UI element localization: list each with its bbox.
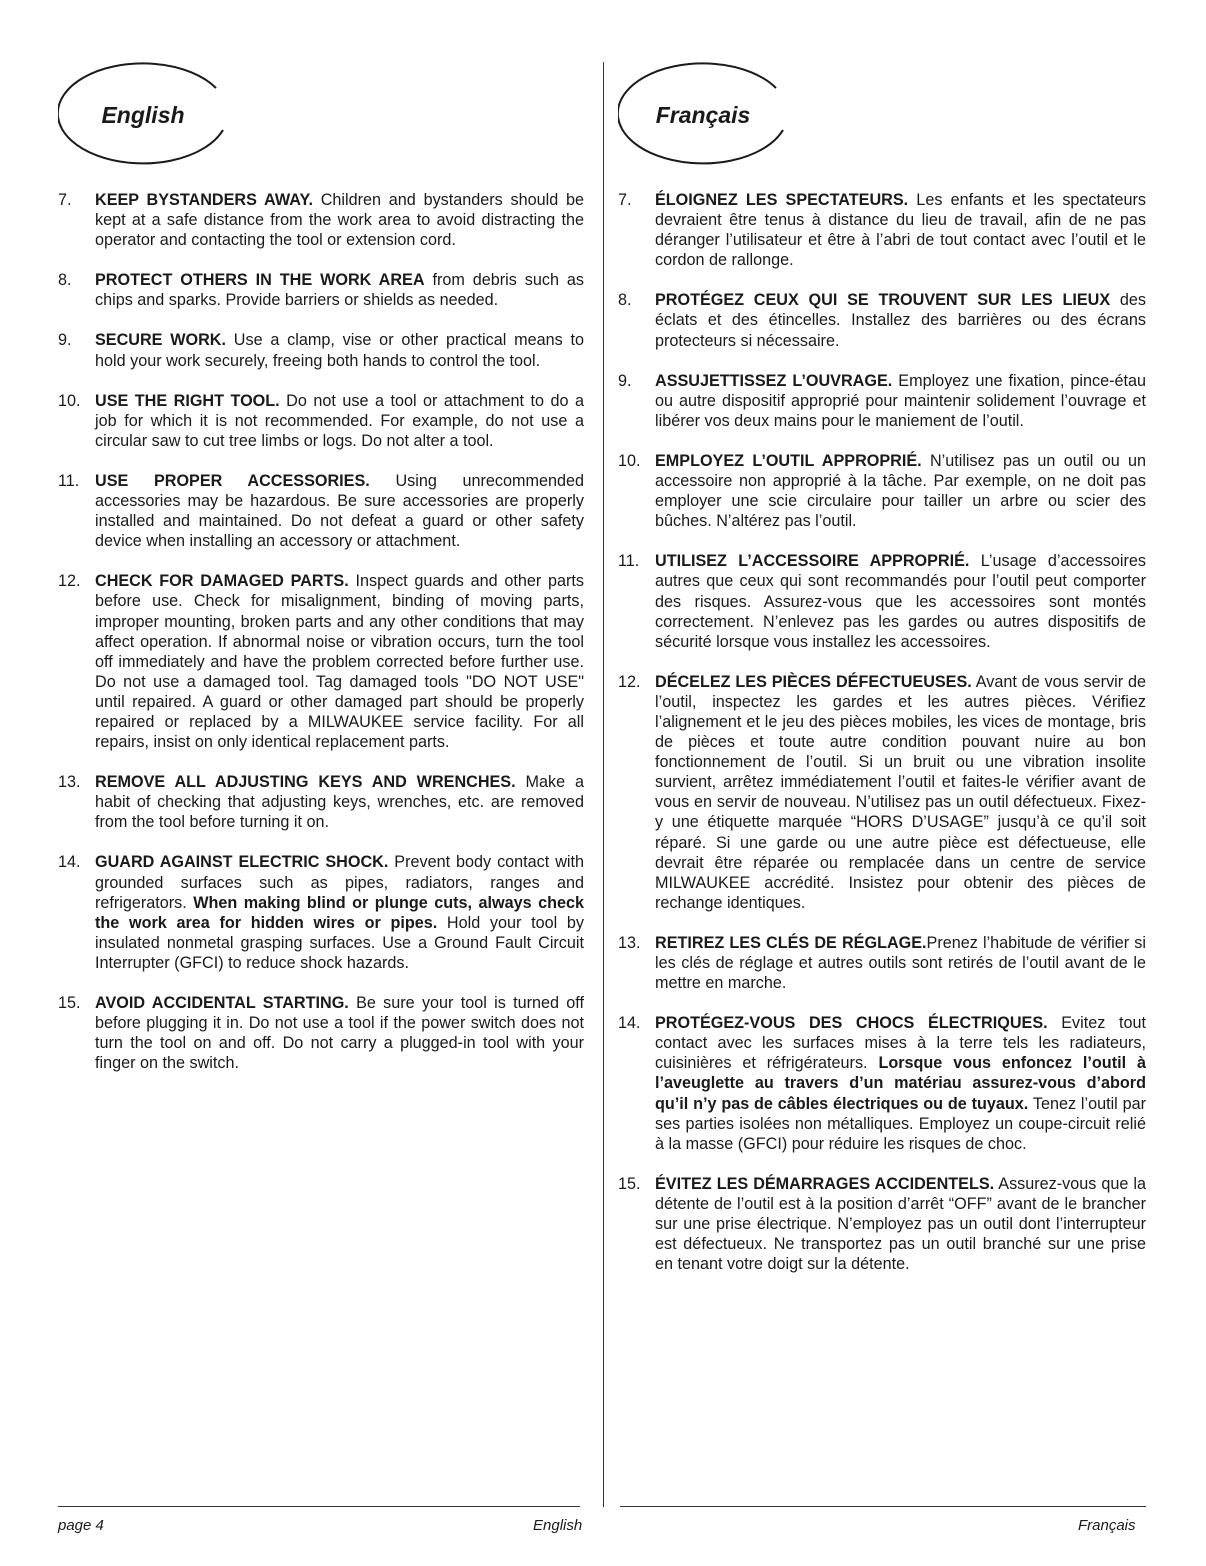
item-body: Evitez tout contact avec les surfaces mises à la terre tels les radiateurs, cuisinières et réfrigérateurs. — [655, 1014, 1146, 1073]
item-emphasis: When making blind or plunge cuts, always check the work area for hidden wires or pipes. — [95, 893, 585, 932]
list-item — [618, 290, 1146, 350]
item-number: 13. — [618, 933, 641, 952]
item-body: Inspect guards and other parts before use. Check for misalignment, binding of moving parts, improper mounting, broken parts and any other conditions that may affect operation. If abnormal noise or vibration occurs, turn the tool off immediately and have the problem corrected before further use. Do not use a damaged tool. Tag damaged tools "DO NOT USE" until repaired. A guard or other damaged part should be properly repaired or replaced by a MILWAUKEE service facility. For all repairs, insist on only identical replacement parts. — [95, 572, 584, 752]
item-body: L’usage d’accessoires autres que ceux qui sont recommandés pour l’outil peut comporter des risques. Assurez-vous que les accessoires sont montés correctement. N’enlevez pas les gardes ou autres dispositifs de sécurité lorsque vous installez les accessoires. — [655, 552, 1146, 651]
list-item — [58, 270, 584, 310]
footer-rule-right — [620, 1506, 1146, 1507]
item-number: 9. — [618, 371, 632, 390]
item-heading: UTILISEZ L’ACCESSOIRE APPROPRIÉ. — [655, 552, 970, 571]
item-number: 15. — [618, 1174, 641, 1193]
list-item — [618, 551, 1146, 651]
item-text — [655, 672, 1146, 913]
list-item — [58, 772, 584, 832]
list-item — [58, 571, 584, 752]
item-heading: PROTÉGEZ-VOUS DES CHOCS ÉLECTRIQUES. — [655, 1014, 1048, 1033]
list-item — [618, 451, 1146, 531]
footer-rule-left — [58, 1506, 580, 1507]
list-item — [618, 672, 1146, 913]
list-item — [618, 371, 1146, 431]
item-number: 14. — [58, 853, 81, 872]
item-body: from debris such as chips and sparks. Provide barriers or shields as needed. — [95, 271, 584, 310]
item-number: 10. — [58, 391, 81, 410]
item-number: 12. — [58, 572, 81, 591]
list-item — [58, 330, 584, 370]
item-body: Prenez l’habitude de vérifier si les clés de réglage et autres outils sont retirés de l’outil avant de le mettre en marche. — [655, 933, 1146, 993]
french-safety-list — [618, 190, 1146, 1274]
item-text — [655, 1013, 1146, 1154]
item-body: Using unrecommended accessories may be hazardous. Be sure accessories are properly installed and maintained. Do not defeat a guard or other safety device when installing an accessory or attachment. — [95, 471, 585, 551]
item-body: Children and bystanders should be kept at a safe distance from the work area to avoid distracting the operator and contacting the tool or extension cord. — [95, 191, 585, 250]
list-item — [58, 471, 584, 551]
item-heading: AVOID ACCIDENTAL STARTING. — [95, 994, 349, 1012]
item-text — [95, 571, 584, 752]
item-text — [95, 270, 584, 310]
item-heading: USE PROPER ACCESSORIES. — [95, 471, 370, 490]
column-divider — [603, 62, 604, 1507]
item-body: Tenez l’outil par ses parties isolées non métalliques. Employez un coupe-circuit relié à la masse (GFCI) pour réduire les risques de choc. — [655, 1094, 1146, 1153]
footer-language-english: English — [533, 1517, 583, 1534]
item-number: 14. — [618, 1014, 641, 1033]
list-item — [618, 190, 1146, 270]
item-body: Do not use a tool or attachment to do a job for which it is not recommended. For example, do not use a circular saw to cut tree limbs or logs. Do not alter a tool. — [95, 391, 585, 450]
list-item — [618, 1013, 1146, 1154]
item-text — [655, 290, 1146, 350]
item-heading: CHECK FOR DAMAGED PARTS. — [95, 572, 349, 591]
item-number: 11. — [58, 471, 80, 490]
language-badge-english — [58, 58, 238, 170]
item-number: 12. — [618, 672, 641, 691]
item-heading: GUARD AGAINST ELECTRIC SHOCK. — [95, 853, 389, 872]
item-body: Hold your tool by insulated nonmetal grasping surfaces. Use a Ground Fault Circuit Interrupter (GFCI) to reduce shock hazards. — [95, 913, 584, 972]
item-text — [95, 471, 584, 551]
item-body: Make a habit of checking that adjusting keys, wrenches, etc. are removed from the tool before turning it on. — [95, 773, 584, 832]
language-badge-french — [618, 58, 798, 170]
item-text — [95, 772, 584, 832]
item-body: des éclats et des étincelles. Installez des barrières ou des écrans protecteurs si nécessaire. — [655, 291, 1146, 350]
item-heading: EMPLOYEZ L’OUTIL APPROPRIÉ. — [655, 451, 922, 470]
item-body: Employez une fixation, pince-étau ou autre dispositif approprié pour maintenir solidement l’ouvrage et libérer vos deux mains pour le maniement de l’outil. — [655, 371, 1146, 430]
item-heading: KEEP BYSTANDERS AWAY. — [95, 191, 313, 209]
item-heading: PROTÉGEZ CEUX QUI SE TROUVENT SUR LES LIEUX — [655, 291, 1111, 310]
list-item — [618, 933, 1146, 993]
item-number: 8. — [618, 291, 632, 310]
item-heading: RETIREZ LES CLÉS DE RÉGLAGE. — [655, 933, 927, 952]
item-emphasis: Lorsque vous enfoncez l’outil à l’aveuglette au travers d’un matériau assurez-vous d’abord qu’il n’y pas de câbles électriques ou de tuyaux. — [655, 1054, 1146, 1113]
item-number: 8. — [58, 271, 72, 290]
item-text — [95, 391, 584, 451]
item-number: 13. — [58, 773, 81, 792]
page-number: page 4 — [58, 1517, 104, 1534]
item-number: 11. — [618, 552, 640, 571]
badge-label: English — [101, 102, 185, 128]
item-body: Assurez-vous que la détente de l’outil est à la position d’arrêt “OFF” avant de le brancher sur une prise électrique. N’employez pas un outil dont l’interrupteur est défectueux. Ne transportez pas un outil branché sur une prise en tenant votre doigt sur la détente. — [655, 1174, 1146, 1274]
item-number: 7. — [58, 191, 72, 209]
item-number: 15. — [58, 994, 81, 1012]
item-heading: ÉLOIGNEZ LES SPECTATEURS. — [655, 191, 909, 209]
item-text — [655, 551, 1146, 651]
french-column — [618, 58, 1146, 1294]
item-heading: PROTECT OTHERS IN THE WORK AREA — [95, 271, 425, 290]
item-text — [655, 371, 1146, 431]
item-text — [655, 190, 1146, 270]
item-text — [95, 993, 584, 1073]
item-body: Use a clamp, vise or other practical means to hold your work securely, freeing both hands to control the tool. — [95, 331, 584, 370]
item-text — [95, 852, 584, 973]
list-item — [618, 1174, 1146, 1274]
item-heading: ÉVITEZ LES DÉMARRAGES ACCIDENTELS. — [655, 1174, 995, 1193]
list-item — [58, 993, 584, 1073]
item-text — [95, 190, 584, 250]
item-heading: REMOVE ALL ADJUSTING KEYS AND WRENCHES. — [95, 773, 516, 792]
item-number: 10. — [618, 451, 641, 470]
item-body: N’utilisez pas un outil ou un accessoire non approprié à la tâche. Par exemple, on ne doit pas employer une scie circulaire pour tailler un arbre ou scier des bûches. N’altérez pas l’outil. — [655, 451, 1147, 531]
list-item — [58, 391, 584, 451]
footer-language-french: Français — [1078, 1517, 1136, 1534]
item-heading: DÉCELEZ LES PIÈCES DÉFECTUEUSES. — [655, 672, 972, 691]
item-body: Prevent body contact with grounded surfaces such as pipes, radiators, ranges and refrigerators. — [95, 853, 585, 912]
item-heading: SECURE WORK. — [95, 331, 226, 350]
item-number: 7. — [618, 191, 632, 209]
english-column — [58, 58, 584, 1093]
list-item — [58, 190, 584, 250]
item-heading: ASSUJETTISSEZ L’OUVRAGE. — [655, 371, 893, 390]
badge-label: Français — [655, 102, 751, 128]
list-item — [58, 852, 584, 973]
item-text — [655, 933, 1146, 993]
item-heading: USE THE RIGHT TOOL. — [95, 391, 280, 410]
item-text — [95, 330, 584, 370]
english-safety-list — [58, 190, 584, 1073]
item-body: Les enfants et les spectateurs devraient être tenus à distance du lieu de travail, afin de ne pas déranger l’utilisateur et être à l’abri de tout contact avec l’outil et le cordon de rallonge. — [655, 191, 1146, 270]
item-body: Avant de vous servir de l’outil, inspectez les gardes et les autres pièces. Vérifiez l’alignement et le jeu des pièces mobiles, les vices de montage, bris de pièces et toute autre condition pouvant nuire au bon fonctionnement de l’outil. Si un bruit ou une vibration insolite survient, arrêtez immédiatement l’outil et faites-le vérifier avant de vous en servir de nouveau. N’utilisez pas un outil défectueux. Fixez-y une étiquette marquée “HORS D’USAGE” jusqu’à ce qu’il soit réparé. Si une garde ou une autre pièce est défectueuse, elle devrait être réparée ou remplacée dans un centre de service MILWAUKEE accrédité. Insistez pour obtenir des pièces de rechange identiques. — [655, 672, 1147, 912]
item-text — [655, 451, 1146, 531]
item-number: 9. — [58, 331, 72, 350]
item-text — [655, 1174, 1146, 1274]
item-body: Be sure your tool is turned off before plugging it in. Do not use a tool if the power switch does not turn the tool on and off. Do not carry a plugged-in tool with your finger on the switch. — [95, 994, 585, 1073]
